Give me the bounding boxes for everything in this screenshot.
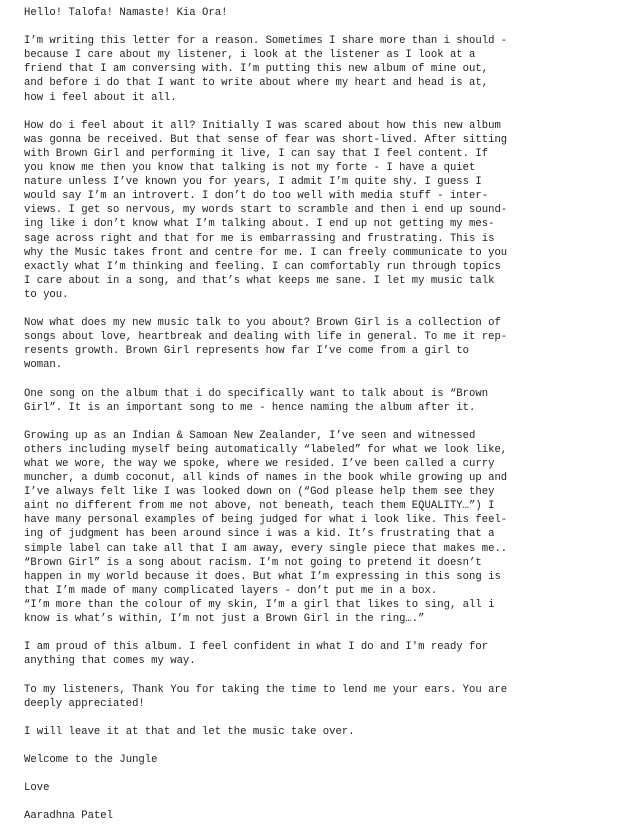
- letter-line: because I care about my listener, i look at the listener as I look at a: [24, 49, 476, 62]
- letter-line: woman.: [24, 359, 63, 372]
- letter-paragraph: [24, 34, 610, 104]
- letter-line: songs about love, heartbreak and dealing with life in general. To me it rep-: [24, 331, 508, 344]
- letter-line: I’m writing this letter for a reason. Sometimes I share more than i should -: [24, 35, 508, 48]
- letter-line: that I’m made of many complicated layers - don’t put me in a box.: [24, 584, 438, 597]
- letter-line: Now what does my new music talk to you about? Brown Girl is a collection of: [24, 317, 501, 330]
- letter-line: anything that comes my way.: [24, 655, 196, 668]
- letter-line: was gonna be received. But that sense of fear was short-lived. After sitting: [24, 133, 508, 146]
- letter-paragraph: [24, 429, 610, 626]
- letter-line: I care about in a song, and that’s what keeps me sane. I let my music talk: [24, 274, 495, 287]
- letter-line: I will leave it at that and let the music take over.: [24, 725, 355, 738]
- letter-line: friend that I am conversing with. I’m putting this new album of mine out,: [24, 63, 489, 76]
- letter-line: Growing up as an Indian & Samoan New Zealander, I’ve seen and witnessed: [24, 429, 476, 442]
- letter-paragraph: [24, 683, 610, 711]
- letter-line: Welcome to the Jungle: [24, 753, 158, 766]
- letter-line: To my listeners, Thank You for taking the time to lend me your ears. You are: [24, 683, 508, 696]
- letter-line: simple label can take all that I am away, every single piece that makes me..: [24, 542, 508, 555]
- letter-line: One song on the album that i do specifically want to talk about is “Brown: [24, 387, 489, 400]
- letter-line: “I’m more than the colour of my skin, I’m a girl that likes to sing, all i: [24, 598, 495, 611]
- letter-line: ing like i don’t know what I’m talking about. I end up not getting my mes-: [24, 218, 495, 231]
- letter-line: Girl”. It is an important song to me - hence naming the album after it.: [24, 401, 476, 414]
- letter-line: resents growth. Brown Girl represents how far I’ve come from a girl to: [24, 345, 470, 358]
- letter-line: to you.: [24, 288, 69, 301]
- letter-line: Love: [24, 782, 50, 795]
- letter-line: how i feel about it all.: [24, 91, 177, 104]
- letter-line: have many personal examples of being judged for what i look like. This feel-: [24, 514, 508, 527]
- letter-line: you know me then you know that talking is not my forte - I have a quiet: [24, 162, 476, 175]
- letter-line: aint no different from me not above, not beneath, teach them EQUALITY…”) I: [24, 500, 495, 513]
- letter-paragraph: [24, 753, 610, 767]
- letter-line: would say I’m an introvert. I don’t do too well with media stuff - inter-: [24, 190, 489, 203]
- letter-line: nature unless I’ve known you for years, I admit I’m quite shy. I guess I: [24, 176, 482, 189]
- letter-line: Hello! Talofa! Namaste! Kia Ora!: [24, 7, 228, 19]
- letter-paragraph: [24, 725, 610, 739]
- letter-paragraph: [24, 387, 610, 415]
- letter-paragraph: [24, 6, 610, 20]
- letter-line: deeply appreciated!: [24, 697, 145, 710]
- letter-paragraph: [24, 640, 610, 668]
- letter-line: I’ve always felt like I was looked down on (“God please help them see they: [24, 486, 495, 499]
- letter-line: sage across right and that for me is embarrassing and frustrating. This is: [24, 232, 495, 245]
- letter-line: and before i do that I want to write about where my heart and head is at,: [24, 77, 489, 90]
- letter-line: muncher, a dumb coconut, all kinds of names in the book while growing up and: [24, 472, 508, 485]
- letter-paragraph: [24, 119, 610, 302]
- letter-line: Aaradhna Patel: [24, 810, 114, 823]
- letter-line: I am proud of this album. I feel confident in what I do and I'm ready for: [24, 641, 489, 654]
- letter-line: what we wore, the way we spoke, where we resided. I’ve been called a curry: [24, 458, 495, 470]
- letter-line: with Brown Girl and performing it live, I can say that I feel content. If: [24, 147, 489, 160]
- letter-line: How do i feel about it all? Initially I was scared about how this new album: [24, 119, 501, 132]
- letter-line: “Brown Girl” is a song about racism. I’m not going to pretend it doesn’t: [24, 556, 482, 569]
- letter-paragraph: [24, 781, 610, 795]
- letter-line: exactly what I’m thinking and feeling. I can comfortably run through topics: [24, 260, 501, 273]
- letter-line: views. I get so nervous, my words start to scramble and then i end up sound-: [24, 204, 508, 217]
- letter-paragraph: [24, 316, 610, 372]
- letter-line: ing of judgment has been around since i was a kid. It’s frustrating that a: [24, 528, 495, 541]
- letter-line: others including myself being automatically “labeled” for what we look like,: [24, 443, 508, 456]
- letter-line: why the Music takes front and centre for me. I can freely communicate to you: [24, 246, 508, 259]
- letter-line: know is what’s within, I’m not just a Brown Girl in the ring….”: [24, 613, 425, 626]
- letter-paragraph: [24, 809, 610, 823]
- letter-body: [24, 6, 610, 823]
- letter-line: happen in my world because it does. But what I’m expressing in this song is: [24, 570, 501, 583]
